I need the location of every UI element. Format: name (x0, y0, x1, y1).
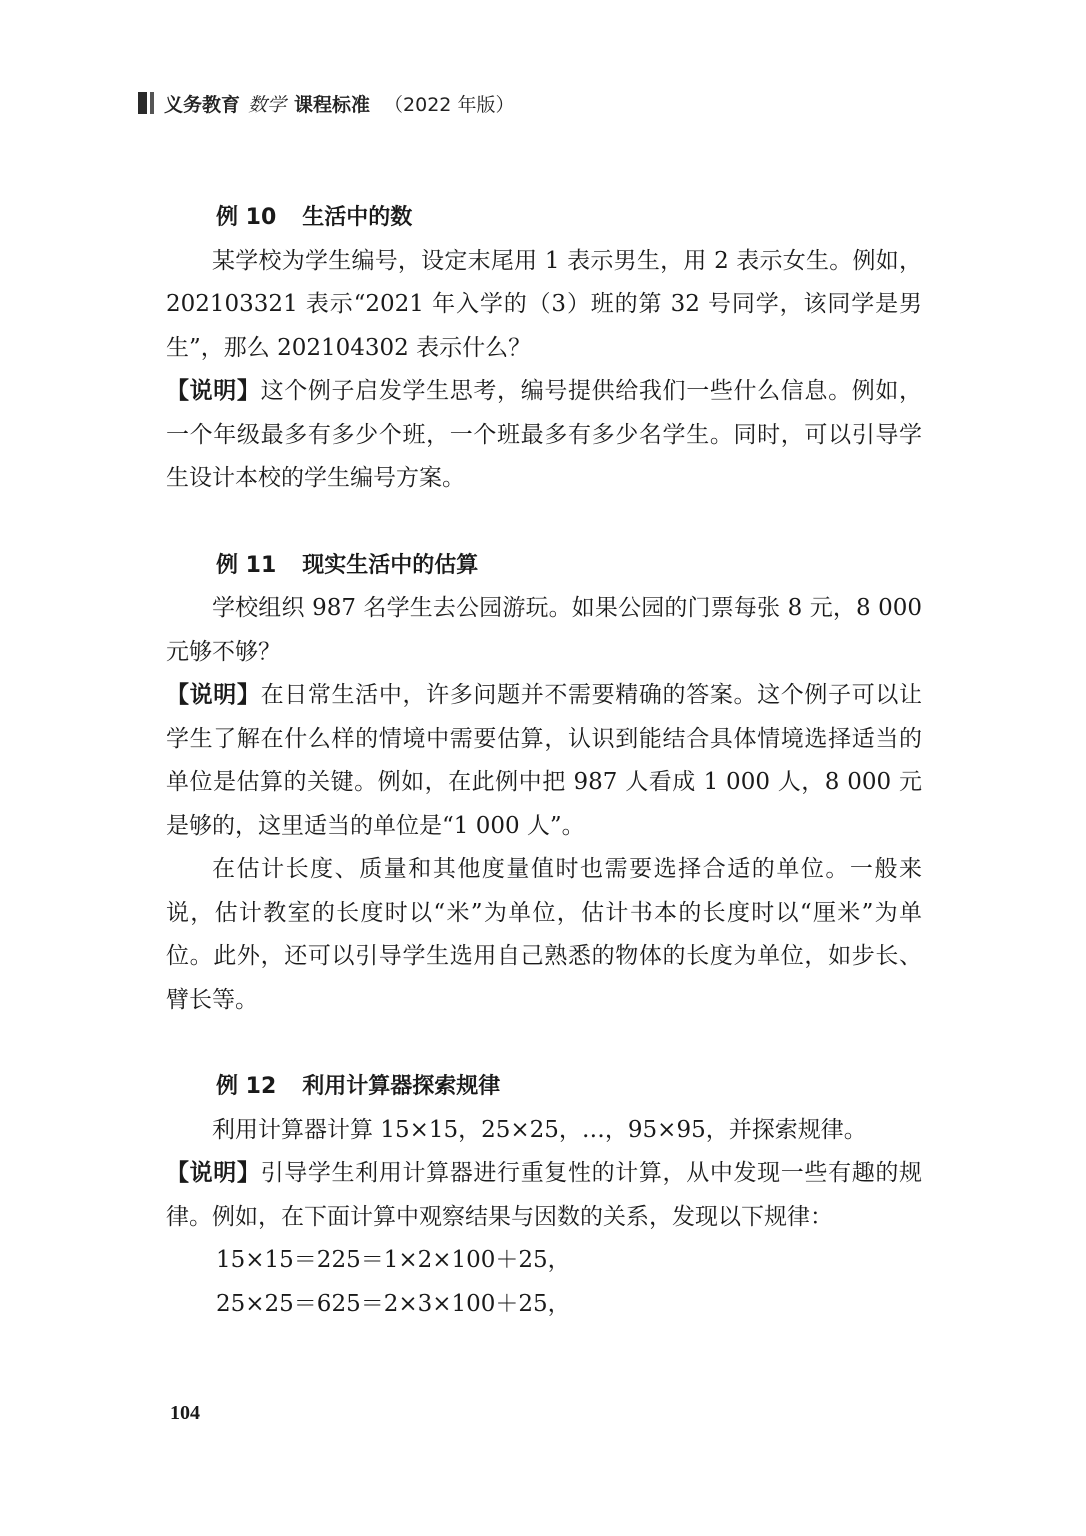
note-text: 引导学生利用计算器进行重复性的计算，从中发现一些有趣的规律。例如，在下面计算中观察结果与因数的关系，发现以下规律： (166, 1160, 923, 1230)
example-number: 例 10 (216, 205, 277, 230)
example-11-extra: 在估计长度、质量和其他度量值时也需要选择合适的单位。一般来说，估计教室的长度时以“米”为单位，估计书本的长度时以“厘米”为单位。此外，还可以引导学生选用自己熟悉的物体的长度为单位，如步长、臂长等。 (166, 856, 922, 1013)
example-title: 利用计算器探索规律 (302, 1074, 501, 1099)
note-label: 【说明】 (166, 378, 261, 404)
example-11-note (166, 674, 922, 848)
example-12-note (166, 1152, 922, 1239)
note-text: 这个例子启发学生思考，编号提供给我们一些什么信息。例如，一个年级最多有多少个班，一个班最多有多少名学生。同时，可以引导学生设计本校的学生编号方案。 (166, 378, 923, 491)
example-10-heading (166, 196, 922, 240)
page-body (166, 196, 922, 1326)
header-subject: 数学 (248, 93, 287, 116)
example-11-heading (166, 544, 922, 588)
page-number: 104 (170, 1402, 200, 1424)
note-label: 【说明】 (166, 682, 261, 708)
note-label: 【说明】 (166, 1160, 261, 1186)
example-11-problem: 学校组织 987 名学生去公园游玩。如果公园的门票每张 8 元，8 000 元够不够？ (166, 595, 922, 665)
example-10-note (166, 370, 922, 501)
header-bars-icon (138, 92, 154, 114)
header-book: 义务教育 (164, 93, 241, 116)
example-12-problem: 利用计算器计算 15×15，25×25，…，95×95，并探索规律。 (212, 1116, 867, 1143)
example-12-heading (166, 1065, 922, 1109)
note-text: 在日常生活中，许多问题并不需要精确的答案。这个例子可以让学生了解在什么样的情境中需要估算，认识到能结合具体情境选择适当的单位是估算的关键。例如，在此例中把 987 人看成 1 000 人，8 000 元是够的，这里适当的单位是“1 000 人”。 (166, 682, 923, 839)
header-edition: （2022 年版） (384, 93, 515, 116)
example-number: 例 11 (216, 552, 277, 578)
example-title: 生活中的数 (302, 205, 413, 230)
example-10-problem: 某学校为学生编号，设定末尾用 1 表示男生，用 2 表示女生。例如，202103321 表示“2021 年入学的（3）班的第 32 号同学，该同学是男生”，那么 202104302 表示什么？ (166, 247, 922, 361)
running-header (138, 86, 514, 120)
formula-line: 15×15＝225＝1×2×100＋25， (216, 1247, 571, 1273)
example-number: 例 12 (216, 1074, 277, 1099)
formula-line: 25×25＝625＝2×3×100＋25， (216, 1290, 571, 1317)
header-title: 课程标准 (294, 93, 371, 116)
example-title: 现实生活中的估算 (302, 552, 479, 578)
